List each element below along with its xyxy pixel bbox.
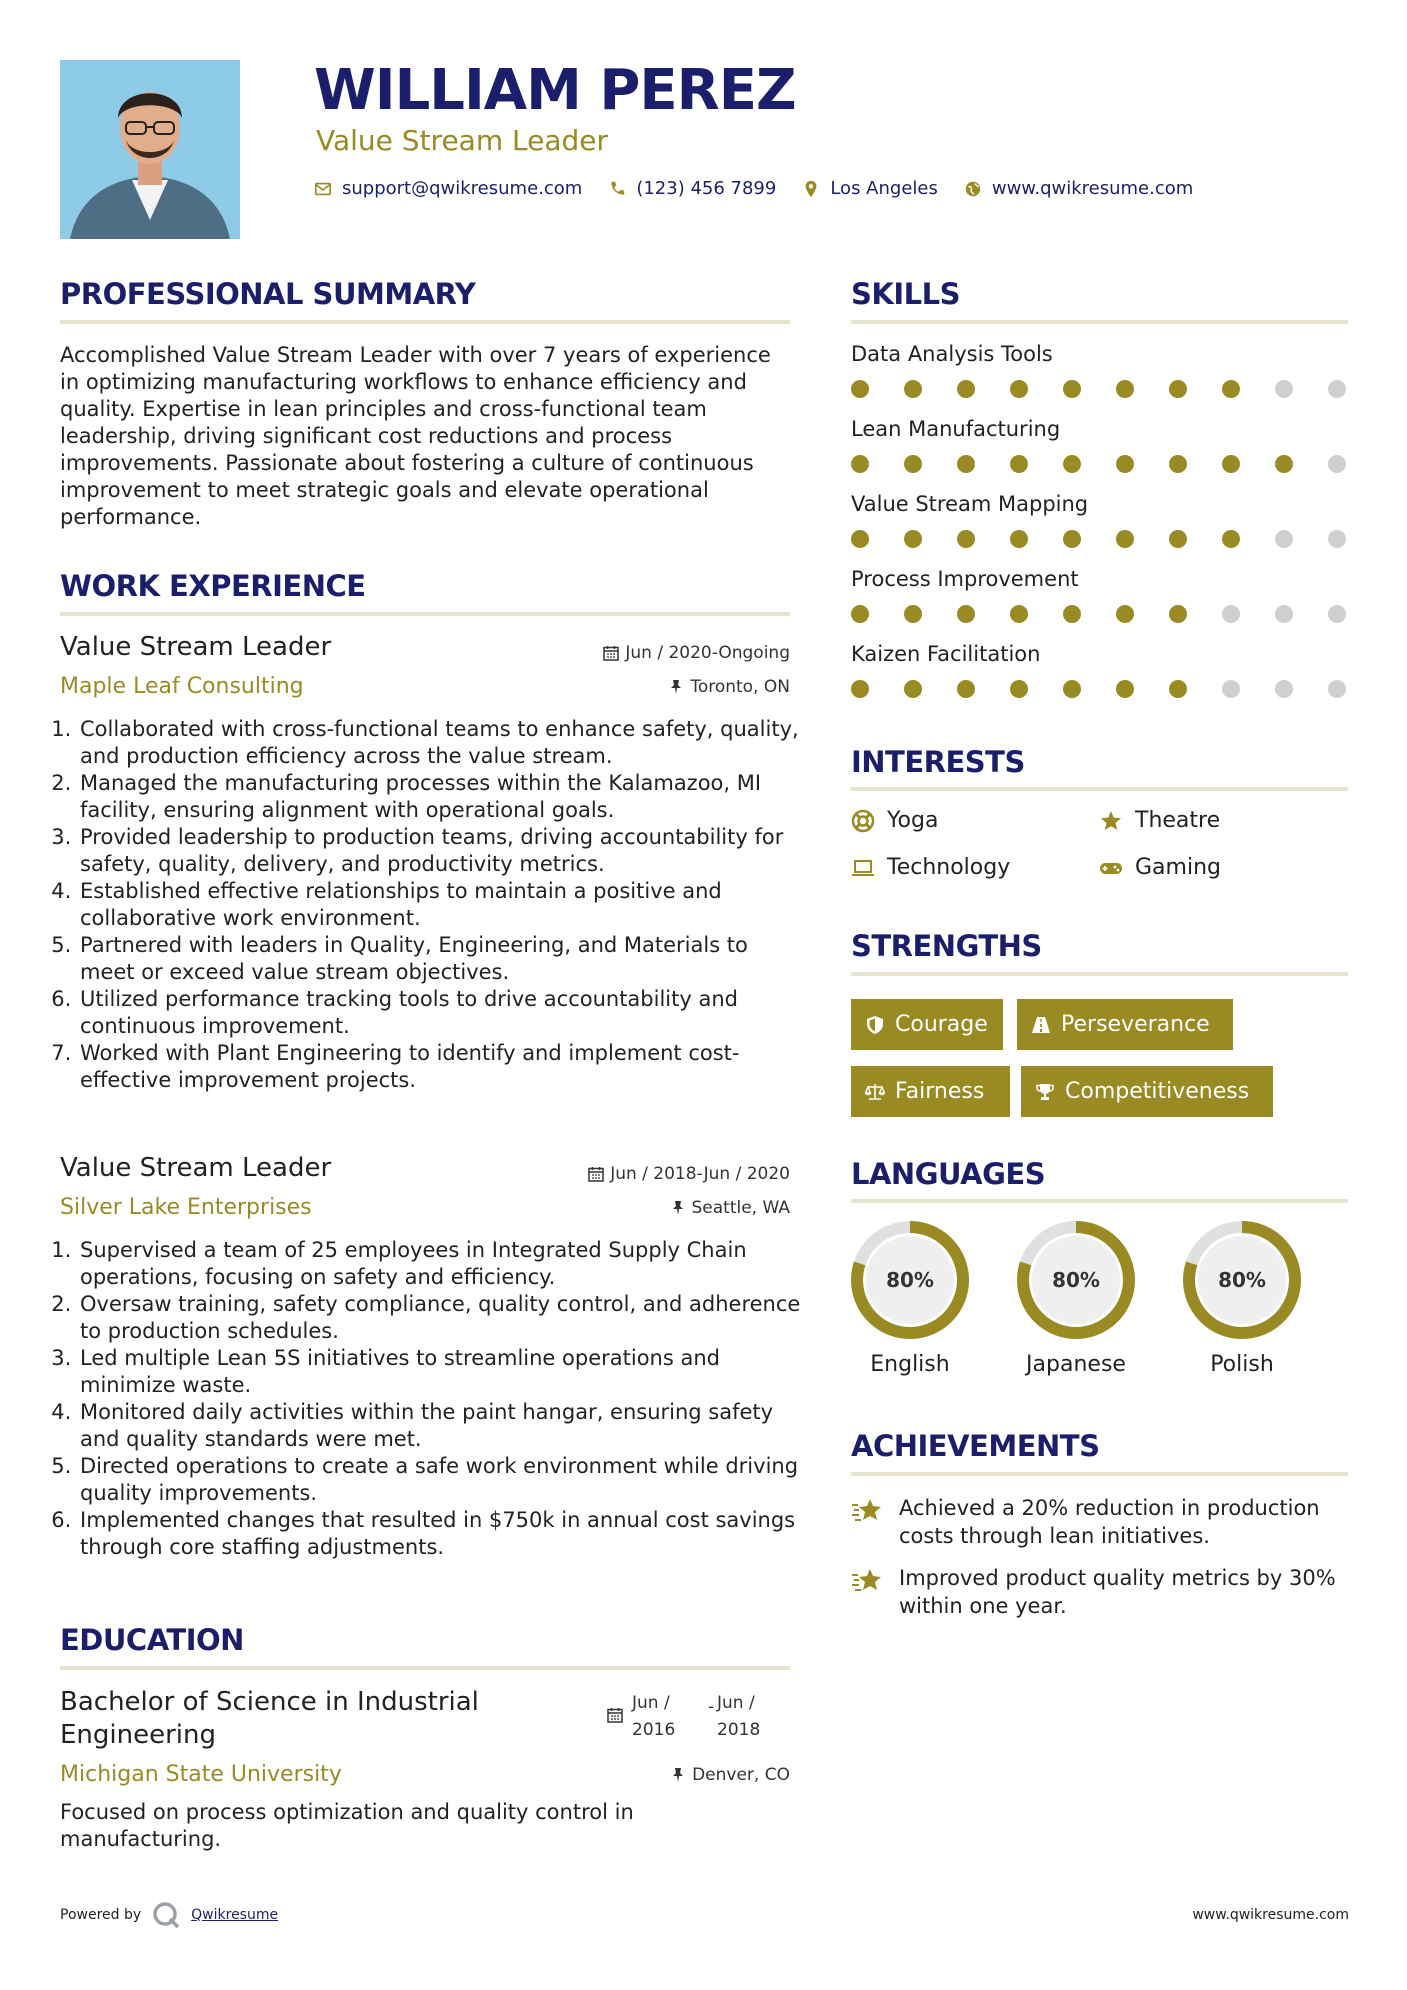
education-end-date	[717, 1690, 760, 1744]
list-item: 1. Collaborated with cross-functional teams to enhance safety, quality, and production efficiency across the value stream.	[78, 716, 808, 770]
rating-dot-filled	[851, 380, 869, 398]
rating-dot-filled	[851, 680, 869, 698]
rating-dot-filled	[1116, 380, 1134, 398]
job-dates	[588, 1164, 790, 1184]
rating-dot-filled	[1116, 605, 1134, 623]
languages-heading: LANGUAGES	[851, 1157, 1046, 1191]
trophy-icon	[1035, 1082, 1055, 1102]
interest-item	[1099, 808, 1220, 833]
interest-label: Gaming	[1135, 855, 1221, 880]
rating-dot-filled	[851, 455, 869, 473]
rating-dot-filled	[904, 605, 922, 623]
contact-email[interactable]: support@qwikresume.com	[342, 178, 583, 199]
list-item: 5. Partnered with leaders in Quality, Engineering, and Materials to meet or exceed value stream objectives.	[78, 932, 808, 986]
job-location-text: Toronto, ON	[690, 677, 790, 697]
road-icon	[1031, 1015, 1051, 1035]
skill-label: Value Stream Mapping	[851, 492, 1089, 516]
list-item: 7. Worked with Plant Engineering to identify and implement cost-effective improvement projects.	[78, 1040, 808, 1094]
rating-dot-filled	[851, 605, 869, 623]
interest-label: Theatre	[1135, 808, 1221, 833]
rating-dot-filled	[1010, 455, 1028, 473]
strength-label: Competitiveness	[1065, 1079, 1250, 1104]
strengths-rule	[851, 972, 1348, 976]
strength-badge	[851, 999, 1003, 1050]
calendar-icon	[607, 1707, 623, 1723]
rating-dot-filled	[1169, 455, 1187, 473]
list-item: 4. Monitored daily activities within the paint hangar, ensuring safety and quality standards were met.	[78, 1399, 808, 1453]
language-percent: 80%	[1052, 1268, 1100, 1292]
education-start-year: 2016	[632, 1720, 676, 1740]
education-start-month: Jun /	[632, 1693, 670, 1713]
pushpin-icon	[670, 1767, 686, 1783]
rating-dot-filled	[904, 380, 922, 398]
language-label: English	[870, 1352, 950, 1377]
star-award-icon	[851, 1566, 885, 1596]
pushpin-icon	[670, 1200, 686, 1216]
skills-rule	[851, 320, 1348, 324]
interests-rule	[851, 787, 1348, 791]
language-gauge	[1180, 1218, 1304, 1377]
rating-dot-filled	[1222, 380, 1240, 398]
language-label: Japanese	[1026, 1352, 1126, 1377]
rating-dot-filled	[1063, 455, 1081, 473]
strength-label: Courage	[895, 1012, 988, 1037]
rating-dot-filled	[1010, 605, 1028, 623]
education-start-date	[632, 1690, 675, 1744]
contact-bar	[314, 178, 1209, 199]
rating-dot-empty	[1275, 605, 1293, 623]
phone-icon	[608, 180, 626, 198]
rating-dot-filled	[1222, 530, 1240, 548]
degree-title: Bachelor of Science in Industrial Engineering	[60, 1687, 479, 1750]
job-dates-text: Jun / 2020-Ongoing	[625, 643, 790, 663]
gamepad-icon	[1099, 856, 1123, 880]
skill-rating	[851, 530, 1346, 548]
education-heading: EDUCATION	[60, 1623, 244, 1657]
job-duties-list	[60, 716, 808, 1094]
interest-item	[851, 808, 938, 833]
strength-badge	[1021, 1066, 1273, 1117]
education-date-dash: -	[708, 1697, 715, 1717]
skill-rating	[851, 380, 1346, 398]
rating-dot-filled	[1010, 680, 1028, 698]
interest-item	[1099, 855, 1221, 880]
skill-rating	[851, 680, 1346, 698]
laptop-icon	[851, 856, 875, 880]
rating-dot-filled	[1063, 380, 1081, 398]
rating-dot-filled	[1063, 605, 1081, 623]
rating-dot-filled	[957, 455, 975, 473]
star-award-icon	[851, 1496, 885, 1526]
list-item: 2. Managed the manufacturing processes within the Kalamazoo, MI facility, ensuring alignment with operational goals.	[78, 770, 808, 824]
summary-text: Accomplished Value Stream Leader with over 7 years of experience in optimizing manufacturing workflows to enhance efficiency and quality. Expertise in lean principles and cross-functional team leadership, driving significant cost reductions and process improvements. Passionate about fostering a culture of continuous improvement to meet strategic goals and elevate operational performance.	[60, 343, 771, 529]
achievement-item	[851, 1564, 1351, 1620]
language-donut	[1180, 1218, 1304, 1342]
qwikresume-logo-icon	[151, 1900, 181, 1930]
list-item: 5. Directed operations to create a safe work environment while driving quality improvements.	[78, 1453, 808, 1507]
rating-dot-empty	[1222, 680, 1240, 698]
interest-item	[851, 855, 1010, 880]
skill-label: Data Analysis Tools	[851, 342, 1053, 366]
education-end-year: 2018	[717, 1720, 761, 1740]
pushpin-icon	[668, 679, 684, 695]
contact-website[interactable]: www.qwikresume.com	[991, 178, 1194, 199]
calendar-icon	[603, 645, 619, 661]
rating-dot-filled	[1275, 455, 1293, 473]
language-percent: 80%	[886, 1268, 934, 1292]
list-item: 3. Led multiple Lean 5S initiatives to streamline operations and minimize waste.	[78, 1345, 808, 1399]
job-location	[670, 1198, 791, 1218]
rating-dot-filled	[1116, 455, 1134, 473]
language-gauge	[1014, 1218, 1138, 1377]
skill-label: Kaizen Facilitation	[851, 642, 1041, 666]
interests-heading: INTERESTS	[851, 745, 1025, 779]
rating-dot-filled	[1222, 455, 1240, 473]
job-dates-text: Jun / 2018-Jun / 2020	[610, 1164, 790, 1184]
rating-dot-empty	[1328, 380, 1346, 398]
job-title: Value Stream Leader	[60, 1153, 332, 1183]
shield-icon	[865, 1015, 885, 1035]
rating-dot-empty	[1328, 530, 1346, 548]
list-item: 2. Oversaw training, safety compliance, quality control, and adherence to production schedules.	[78, 1291, 808, 1345]
rating-dot-filled	[1063, 530, 1081, 548]
rating-dot-filled	[1010, 380, 1028, 398]
experience-rule	[60, 612, 790, 616]
language-percent: 80%	[1218, 1268, 1266, 1292]
language-donut	[848, 1218, 972, 1342]
rating-dot-filled	[957, 605, 975, 623]
job-dates	[603, 643, 790, 663]
school-name: Michigan State University	[60, 1762, 342, 1787]
rating-dot-empty	[1275, 530, 1293, 548]
envelope-icon	[314, 180, 332, 198]
job-location	[668, 677, 790, 697]
job-company: Silver Lake Enterprises	[60, 1195, 312, 1220]
achievements-heading: ACHIEVEMENTS	[851, 1429, 1100, 1463]
list-item: 6. Utilized performance tracking tools to drive accountability and continuous improvement.	[78, 986, 808, 1040]
skills-heading: SKILLS	[851, 277, 960, 311]
candidate-name: WILLIAM PEREZ	[314, 58, 796, 123]
globe-icon	[964, 180, 982, 198]
rating-dot-filled	[957, 530, 975, 548]
education-description: Focused on process optimization and quality control in manufacturing.	[60, 1800, 634, 1851]
rating-dot-filled	[1169, 380, 1187, 398]
rating-dot-empty	[1275, 380, 1293, 398]
rating-dot-empty	[1328, 680, 1346, 698]
education-rule	[60, 1666, 790, 1670]
rating-dot-filled	[904, 680, 922, 698]
interest-label: Technology	[887, 855, 1011, 880]
achievement-text: Achieved a 20% reduction in production costs through lean initiatives.	[899, 1496, 1320, 1548]
experience-heading: WORK EXPERIENCE	[60, 569, 366, 603]
profile-photo	[60, 60, 240, 239]
lifebuoy-icon	[851, 809, 875, 833]
rating-dot-filled	[1169, 605, 1187, 623]
map-marker-icon	[802, 180, 820, 198]
list-item: 3. Provided leadership to production teams, driving accountability for safety, quality, delivery, and productivity metrics.	[78, 824, 808, 878]
interest-label: Yoga	[887, 808, 939, 833]
education-end-month: Jun /	[717, 1693, 755, 1713]
summary-heading: PROFESSIONAL SUMMARY	[60, 277, 476, 311]
education-location	[670, 1765, 790, 1785]
candidate-title: Value Stream Leader	[316, 124, 609, 157]
rating-dot-filled	[1116, 530, 1134, 548]
rating-dot-filled	[1169, 680, 1187, 698]
list-item: 4. Established effective relationships to maintain a positive and collaborative work environment.	[78, 878, 808, 932]
languages-rule	[851, 1199, 1348, 1203]
rating-dot-filled	[904, 455, 922, 473]
strength-badge	[851, 1066, 1010, 1117]
rating-dot-filled	[1010, 530, 1028, 548]
strength-label: Perseverance	[1061, 1012, 1210, 1037]
education-location-text: Denver, CO	[692, 1765, 790, 1785]
achievements-rule	[851, 1472, 1348, 1476]
language-donut	[1014, 1218, 1138, 1342]
job-duties-list	[60, 1237, 808, 1561]
skill-label: Process Improvement	[851, 567, 1079, 591]
skill-rating	[851, 455, 1346, 473]
rating-dot-empty	[1328, 455, 1346, 473]
achievement-item	[851, 1494, 1351, 1550]
summary-rule	[60, 320, 790, 324]
skill-label: Lean Manufacturing	[851, 417, 1061, 441]
rating-dot-filled	[957, 380, 975, 398]
strengths-heading: STRENGTHS	[851, 929, 1042, 963]
contact-location: Los Angeles	[830, 178, 938, 199]
rating-dot-empty	[1328, 605, 1346, 623]
calendar-icon	[588, 1166, 604, 1182]
job-location-text: Seattle, WA	[691, 1198, 790, 1218]
footer-website[interactable]: www.qwikresume.com	[1192, 1907, 1349, 1923]
star-icon	[1099, 809, 1123, 833]
rating-dot-filled	[957, 680, 975, 698]
rating-dot-filled	[851, 530, 869, 548]
rating-dot-empty	[1275, 680, 1293, 698]
powered-by-label: Powered by	[60, 1907, 142, 1923]
list-item: 1. Supervised a team of 25 employees in Integrated Supply Chain operations, focusing on safety and efficiency.	[78, 1237, 808, 1291]
language-gauge	[848, 1218, 972, 1377]
brand-link[interactable]: Qwikresume	[191, 1907, 279, 1923]
strength-badge	[1017, 999, 1233, 1050]
achievement-text: Improved product quality metrics by 30% within one year.	[899, 1566, 1336, 1618]
list-item: 6. Implemented changes that resulted in $750k in annual cost savings through core staffing adjustments.	[78, 1507, 808, 1561]
rating-dot-filled	[904, 530, 922, 548]
strength-label: Fairness	[895, 1079, 985, 1104]
balance-scale-icon	[865, 1082, 885, 1102]
rating-dot-empty	[1222, 605, 1240, 623]
job-title: Value Stream Leader	[60, 632, 332, 662]
skill-rating	[851, 605, 1346, 623]
rating-dot-filled	[1063, 680, 1081, 698]
language-label: Polish	[1210, 1352, 1274, 1377]
rating-dot-filled	[1116, 680, 1134, 698]
footer-powered-by	[60, 1900, 278, 1930]
job-company: Maple Leaf Consulting	[60, 674, 304, 699]
rating-dot-filled	[1169, 530, 1187, 548]
contact-phone[interactable]: (123) 456 7899	[636, 178, 777, 199]
